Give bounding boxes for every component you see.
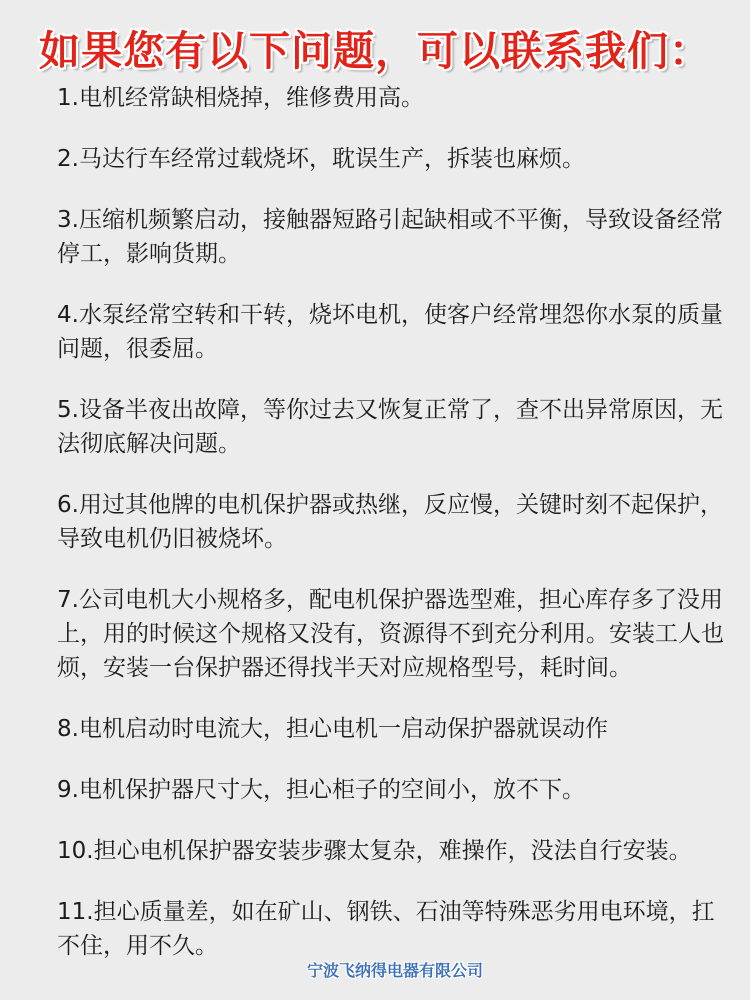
company-watermark: 宁波飞纳得电器有限公司 bbox=[307, 961, 484, 980]
problem-item-10: 10.担心电机保护器安装步骤太复杂，难操作，没法自行安装。 bbox=[57, 838, 692, 864]
problem-item-8: 8.电机启动时电流大，担心电机一启动保护器就误动作 bbox=[57, 716, 608, 742]
problem-item-2: 2.马达行车经常过载烧坏，耽误生产，拆装也麻烦。 bbox=[57, 146, 585, 172]
problem-item-6: 6.用过其他牌的电机保护器或热继，反应慢，关键时刻不起保护，导致电机仍旧被烧坏。 bbox=[57, 492, 723, 552]
problem-item-9: 9.电机保护器尺寸大，担心柜子的空间小，放不下。 bbox=[57, 777, 585, 803]
problem-list bbox=[57, 81, 729, 963]
problem-item-1: 1.电机经常缺相烧掉，维修费用高。 bbox=[57, 85, 424, 111]
problem-item-11: 11.担心质量差，如在矿山、钢铁、石油等特殊恶劣用电环境，扛不住，用不久。 bbox=[57, 899, 715, 959]
problem-item-4: 4.水泵经常空转和干转，烧坏电机，使客户经常埋怨你水泵的质量问题，很委屈。 bbox=[57, 302, 723, 362]
problem-item-3: 3.压缩机频繁启动，接触器短路引起缺相或不平衡，导致设备经常停工，影响货期。 bbox=[57, 207, 723, 267]
problem-item-5: 5.设备半夜出故障，等你过去又恢复正常了，查不出异常原因，无法彻底解决问题。 bbox=[57, 397, 723, 457]
page-title: 如果您有以下问题，可以联系我们： bbox=[39, 27, 711, 75]
problem-item-7: 7.公司电机大小规格多，配电机保护器选型难，担心库存多了没用上，用的时候这个规格又没有，资源得不到充分利用。安装工人也烦，安装一台保护器还得找半天对应规格型号，耗时间。 bbox=[57, 587, 724, 681]
